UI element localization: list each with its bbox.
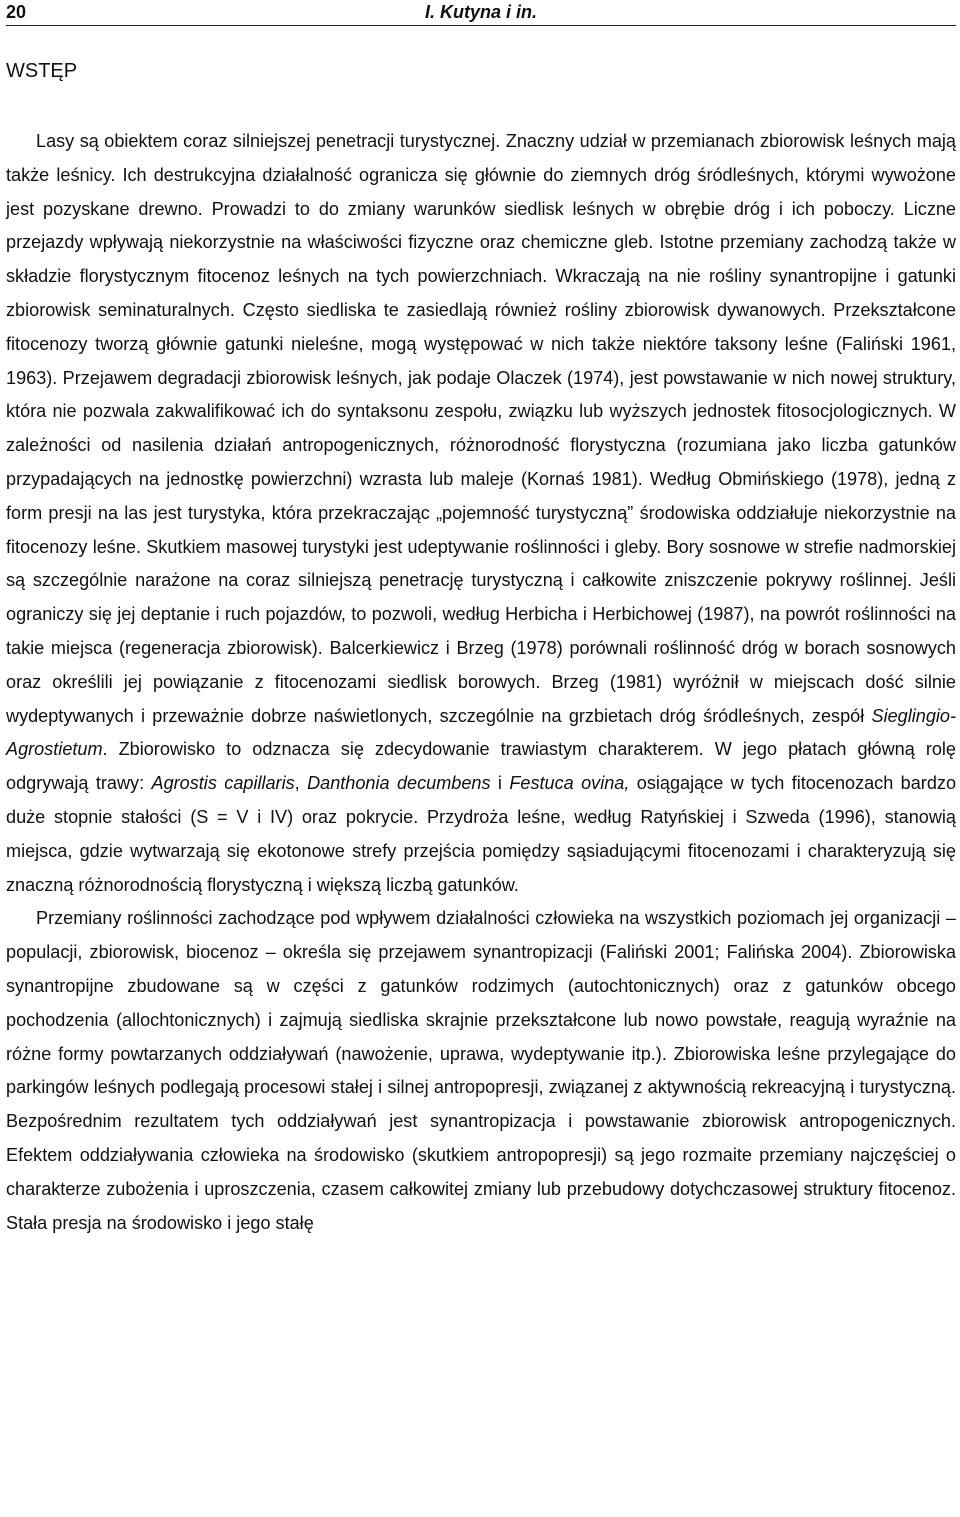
body-text (6, 125, 956, 1240)
paragraph (6, 125, 956, 902)
text-run: , (294, 773, 308, 794)
italic-text: Sieglingio-Agrostietum (6, 705, 956, 760)
running-head: I. Kutyna i in. (424, 2, 537, 22)
text-run: Przemiany roślinności zachodzące pod wpływem działalności człowieka na wszystkich poziomach jej organizacji – populacji, zbiorowisk, biocenoz – określa się przejawem synantropizacji (Faliński 2001; Falińska 2004). Zbiorowiska synantropijne zbudowane są w części z gatunków rodzimych (autochtonicznych) oraz z gatunków obcego pochodzenia (allochtonicznych) i zajmują siedliska skrajnie przekształcone lub nowo powstałe, reagują wyraźnie na różne formy powtarzanych oddziaływań (nawożenie, uprawa, wydeptywanie itp.). Zbiorowiska leśne przylegające do parkingów leśnych podlegają procesowi stałej i silnej antropopresji, związanej z aktywnością rekreacyjną i turystyczną. Bezpośrednim rezultatem tych oddziaływań jest synantropizacja i powstawanie zbiorowisk antropogenicznych. Efektem oddziaływania człowieka na środowisko (skutkiem antropopresji) są jego rozmaite przemiany najczęściej o charakterze zubożenia i uproszczenia, czasem całkowitej zmiany lub przebudowy dotychczasowej struktury fitocenoz. Stała presja na środowisko i jego stałę (6, 908, 956, 1233)
italic-text: Agrostis capillaris (151, 773, 295, 794)
text-run: osiągające w tych fitocenozach bardzo duże stopnie stałości (S = V i IV) oraz pokrycie. Przydroża leśne, według Ratyńskiej i Szweda (1996), stanowią miejsca, gdzie wytwarzają się ekotonowe strefy przejścia pomiędzy sąsiadującymi fitocenozami i charakteryzują się znaczną różnorodnością florystyczną i większą liczbą gatunków. (6, 773, 957, 895)
page-number: 20 (6, 2, 27, 22)
text-run: . Zbiorowisko to odznacza się zdecydowanie trawiastym charakterem. W jego płatach główną rolę odgrywają trawy: (6, 739, 956, 794)
section-title: WSTĘP (6, 60, 78, 82)
italic-text: Danthonia decumbens (307, 773, 491, 794)
text-run: i (490, 773, 510, 794)
text-run: Lasy są obiektem coraz silniejszej penetracji turystycznej. Znaczny udział w przemianach zbiorowisk leśnych mają także leśnicy. Ich destrukcyjna działalność ogranicza się głównie do ziemnych dróg śródleśnych, którymi wywożone jest pozyskane drewno. Prowadzi to do zmiany warunków siedlisk leśnych w obrębie dróg i ich poboczy. Liczne przejazdy wpływają niekorzystnie na właściwości fizyczne oraz chemiczne gleb. Istotne przemiany zachodzą także w składzie florystycznym fitocenoz leśnych na tych powierzchniach. Wkraczają na nie rośliny synantropijne i gatunki zbiorowisk seminaturalnych. Często siedliska te zasiedlają również rośliny zbiorowisk dywanowych. Przekształcone fitocenozy tworzą głównie gatunki nieleśne, mogą występować w nich także niektóre taksony leśne (Faliński 1961, 1963). Przejawem degradacji zbiorowisk leśnych, jak podaje Olaczek (1974), jest powstawanie w nich nowej struktury, która nie pozwala zakwalifikować ich do syntaksonu zespołu, związku lub wyższych jednostek fitosocjologicznych. W zależności od nasilenia działań antropogenicznych, różnorodność florystyczna (rozumiana jako liczba gatunków przypadających na jednostkę powierzchni) wzrasta lub maleje (Kornaś 1981). Według Obmińskiego (1978), jedną z form presji na las jest turystyka, która przekraczając „pojemność turystyczną” środowiska oddziałuje niekorzystnie na fitocenozy leśne. Skutkiem masowej turystyki jest udeptywanie roślinności i gleby. Bory sosnowe w strefie nadmorskiej są szczególnie narażone na coraz silniejszą penetrację turystyczną i całkowite zniszczenie pokrywy roślinnej. Jeśli ograniczy się jej deptanie i ruch pojazdów, to pozwoli, według Herbicha i Herbichowej (1987), na powrót roślinności na takie miejsca (regeneracja zbiorowisk). Balcerkiewicz i Brzeg (1978) porównali roślinność dróg w borach sosnowych oraz określili jej powiązanie z fitocenozami siedlisk borowych. Brzeg (1981) wyróżnił w miejscach dość silnie wydeptywanych i przeważnie dobrze naświetlonych, szczególnie na grzbietach dróg śródleśnych, zespół (6, 131, 956, 726)
italic-text: Festuca ovina, (509, 773, 630, 794)
paragraph (6, 902, 956, 1240)
page-header (6, 0, 956, 26)
